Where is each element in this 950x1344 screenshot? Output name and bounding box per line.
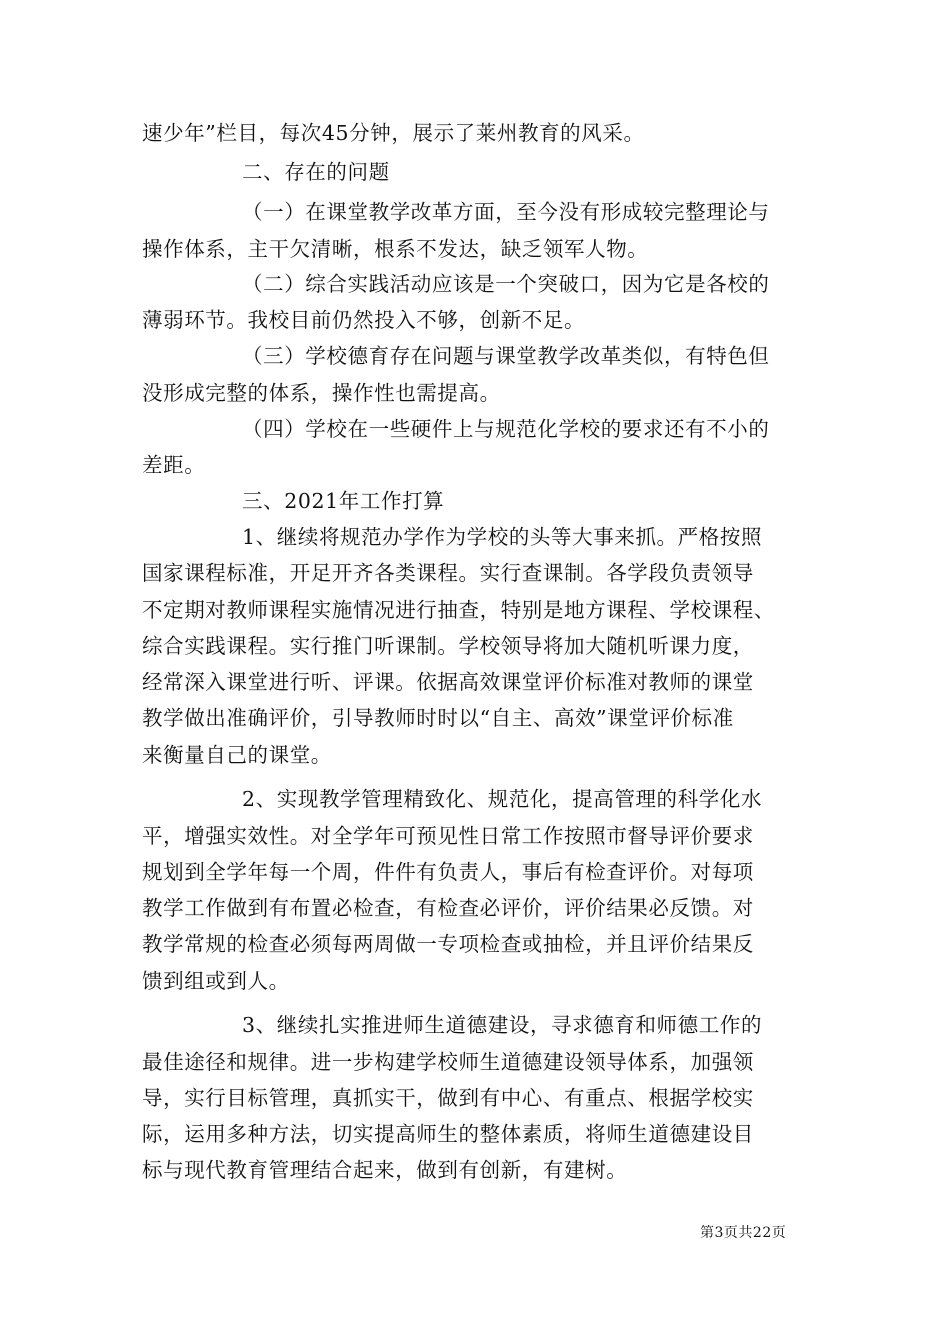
text-line: 最佳途径和规律。进一步构建学校师生道德建设领导体系，加强领 xyxy=(142,1050,754,1074)
text-line: 经常深入课堂进行听、评课。依据高效课堂评价标准对教师的课堂 xyxy=(142,670,754,694)
text-line: 3、继续扎实推进师生道德建设，寻求德育和师德工作的 xyxy=(242,1013,763,1037)
text-line: 差距。 xyxy=(142,453,206,477)
text-line: 际，运用多种方法，切实提高师生的整体素质，将师生道德建设目 xyxy=(142,1122,754,1146)
text-line: （三）学校德育存在问题与课堂教学改革类似，有特色但 xyxy=(242,344,770,368)
text-line: （四）学校在一些硬件上与规范化学校的要求还有不小的 xyxy=(242,417,770,441)
text-line: 速少年”栏目，每次45分钟，展示了莱州教育的风采。 xyxy=(142,121,645,145)
text-line: 不定期对教师课程实施情况进行抽查，特别是地方课程、学校课程、 xyxy=(142,598,775,622)
text-line: 1、继续将规范办学作为学校的头等大事来抓。严格按照 xyxy=(242,525,763,549)
text-line: 规划到全学年每一个周，件件有负责人，事后有检查评价。对每项 xyxy=(142,860,754,884)
text-line: 标与现代教育管理结合起来，做到有创新，有建树。 xyxy=(142,1158,628,1182)
text-line: 来衡量自己的课堂。 xyxy=(142,743,332,767)
text-line: 教学做出准确评价，引导教师时时以“自主、高效”课堂评价标准 xyxy=(142,706,734,730)
section-heading: 三、2021年工作打算 xyxy=(242,489,445,513)
text-line: 操作体系，主干欠清晰，根系不发达，缺乏领军人物。 xyxy=(142,237,649,261)
page-number: 第3页共22页 xyxy=(700,1225,787,1241)
text-line: 综合实践课程。实行推门听课制。学校领导将加大随机听课力度， xyxy=(142,634,754,658)
text-line: 教学常规的检查必须每两周做一专项检查或抽检，并且评价结果反 xyxy=(142,932,754,956)
section-heading: 二、存在的问题 xyxy=(242,160,390,184)
text-line: 国家课程标准，开足开齐各类课程。实行查课制。各学段负责领导 xyxy=(142,561,754,585)
text-line: （二）综合实践活动应该是一个突破口，因为它是各校的 xyxy=(242,272,770,296)
text-line: 薄弱环节。我校目前仍然投入不够，创新不足。 xyxy=(142,308,586,332)
text-line: 平，增强实效性。对全学年可预见性日常工作按照市督导评价要求 xyxy=(142,824,754,848)
text-line: 2、实现教学管理精致化、规范化，提高管理的科学化水 xyxy=(242,787,763,811)
text-line: 馈到组或到人。 xyxy=(142,969,290,993)
text-line: 导，实行目标管理，真抓实干，做到有中心、有重点、根据学校实 xyxy=(142,1086,754,1110)
text-line: 教学工作做到有布置必检查，有检查必评价，评价结果必反馈。对 xyxy=(142,896,754,920)
text-line: 没形成完整的体系，操作性也需提高。 xyxy=(142,381,501,405)
text-line: （一）在课堂教学改革方面，至今没有形成较完整理论与 xyxy=(242,200,770,224)
